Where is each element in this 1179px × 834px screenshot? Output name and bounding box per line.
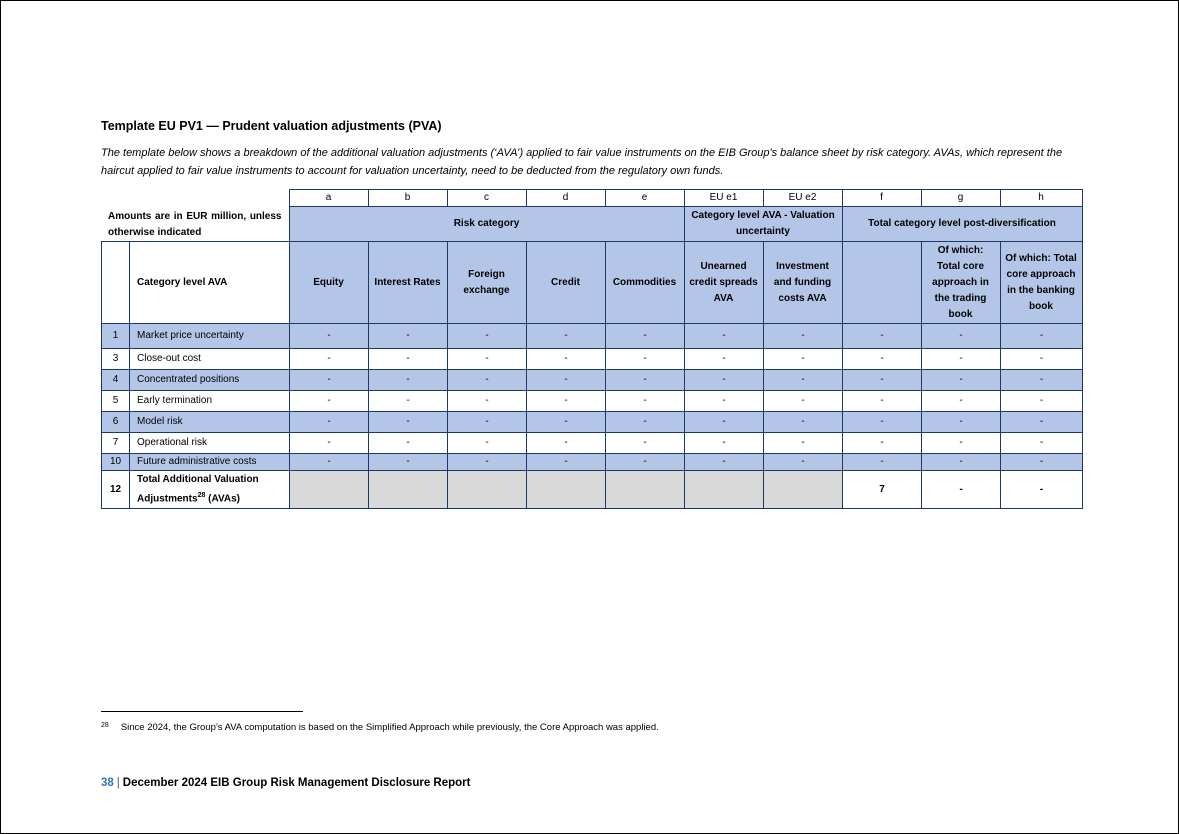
table-cell: - [527, 433, 606, 454]
table-row [102, 412, 1083, 433]
table-cell: - [1001, 391, 1083, 412]
greyed-cell [685, 471, 764, 509]
greyed-cell [290, 471, 369, 509]
table-cell: - [685, 412, 764, 433]
table-row [102, 433, 1083, 454]
table-cell: - [369, 454, 448, 471]
table-cell: - [606, 454, 685, 471]
trading-book-header: Of which: Total core approach in the trading book [921, 242, 1000, 324]
table-row [102, 370, 1083, 391]
table-cell: - [843, 454, 922, 471]
table-cell: - [606, 370, 685, 391]
table-cell: - [1001, 324, 1083, 349]
table-cell: - [448, 349, 527, 370]
row-label: Future administrative costs [130, 454, 290, 471]
column-letter: b [368, 190, 447, 207]
column-letter: f [842, 190, 921, 207]
table-cell: - [764, 324, 843, 349]
column-letters-row [101, 190, 1082, 207]
table-cell: - [922, 433, 1001, 454]
post-diversification-header: Total category level post-diversification [842, 207, 1082, 242]
commodities-header: Commodities [605, 242, 684, 324]
table-cell: - [1001, 349, 1083, 370]
equity-header: Equity [289, 242, 368, 324]
risk-category-header: Risk category [289, 207, 684, 242]
unearned-credit-spreads-header: Unearned credit spreads AVA [684, 242, 763, 324]
interest-rates-header: Interest Rates [368, 242, 447, 324]
table-cell: - [448, 412, 527, 433]
table-cell: - [685, 349, 764, 370]
table-cell: - [369, 391, 448, 412]
table-cell: - [685, 324, 764, 349]
row-number: 10 [102, 454, 130, 471]
table-cell: - [843, 433, 922, 454]
footnote-reference: 28 [197, 491, 206, 499]
amounts-cell-wrapper [101, 190, 289, 324]
column-letter: c [447, 190, 526, 207]
table-cell: - [448, 433, 527, 454]
table-cell: - [527, 349, 606, 370]
table-cell: - [843, 324, 922, 349]
amounts-note: Amounts are in EUR million, unless otherwise indicated [108, 210, 282, 238]
row-number: 4 [102, 370, 130, 391]
footer-title: December 2024 EIB Group Risk Management Disclosure Report [122, 777, 471, 789]
table-cell: - [1001, 433, 1083, 454]
total-cell: 7 [843, 471, 922, 509]
table-cell: - [290, 324, 369, 349]
greyed-cell [527, 471, 606, 509]
category-level-ava-header: Category level AVA [130, 242, 290, 324]
table-cell: - [369, 324, 448, 349]
total-cell: - [1001, 471, 1083, 509]
table-cell: - [922, 349, 1001, 370]
total-cell: - [922, 471, 1001, 509]
table-cell: - [448, 324, 527, 349]
total-row-label [130, 471, 290, 509]
footnote-text: Since 2024, the Group’s AVA computation is based on the Simplified Approach while previously, the Core Approach was applied. [120, 722, 659, 733]
table-cell: - [1001, 370, 1083, 391]
banking-book-header: Of which: Total core approach in the banking book [1000, 242, 1082, 324]
row-label: Operational risk [130, 433, 290, 454]
greyed-cell [764, 471, 843, 509]
column-letter: EU e2 [763, 190, 842, 207]
table-cell: - [843, 391, 922, 412]
table-cell: - [527, 412, 606, 433]
table-cell: - [843, 349, 922, 370]
table-row [102, 324, 1083, 349]
table-cell: - [606, 349, 685, 370]
post-diversification-blank [842, 242, 921, 324]
row-label: Market price uncertainty [130, 324, 290, 349]
table-cell: - [290, 349, 369, 370]
table-cell: - [843, 412, 922, 433]
table-cell: - [685, 433, 764, 454]
row-number: 7 [102, 433, 130, 454]
page-footer [101, 777, 470, 789]
total-label-prefix: Total Additional Valuation Adjustments [137, 473, 259, 505]
intro-paragraph: The template below shows a breakdown of the additional valuation adjustments (‘AVA’) applied to fair value instruments on the EIB Group's balance sheet by risk category. AVAs, which represent the haircut applied to fair value instruments to account for valuation uncertainty, need to be deducted from the regulatory own funds. [101, 147, 1063, 177]
greyed-cell [369, 471, 448, 509]
row-number: 12 [102, 471, 130, 509]
column-letter: a [289, 190, 368, 207]
row-label: Concentrated positions [130, 370, 290, 391]
greyed-cell [448, 471, 527, 509]
page-number: 38 [101, 777, 114, 789]
greyed-cell [606, 471, 685, 509]
column-letter: EU e1 [684, 190, 763, 207]
table-cell: - [922, 370, 1001, 391]
table-cell: - [290, 454, 369, 471]
table-cell: - [527, 391, 606, 412]
table-cell: - [922, 454, 1001, 471]
table-cell: - [1001, 412, 1083, 433]
row-number: 3 [102, 349, 130, 370]
column-letter: d [526, 190, 605, 207]
table-cell: - [527, 324, 606, 349]
table-cell: - [843, 370, 922, 391]
table-cell: - [448, 391, 527, 412]
table-cell: - [369, 412, 448, 433]
table-cell: - [764, 433, 843, 454]
footer-separator: | [116, 777, 120, 789]
column-letter: h [1000, 190, 1082, 207]
table-cell: - [685, 370, 764, 391]
table-row [102, 454, 1083, 471]
footnote-divider [101, 711, 303, 712]
investment-funding-costs-header: Investment and funding costs AVA [763, 242, 842, 324]
valuation-uncertainty-header: Category level AVA - Valuation uncertainty [684, 207, 842, 242]
table-cell: - [606, 324, 685, 349]
table-cell: - [764, 370, 843, 391]
row-number: 1 [102, 324, 130, 349]
table-cell: - [527, 370, 606, 391]
row-label: Early termination [130, 391, 290, 412]
table-cell: - [448, 454, 527, 471]
table-cell: - [369, 349, 448, 370]
footnote [101, 722, 659, 733]
table-row [102, 349, 1083, 370]
total-row [102, 471, 1083, 509]
table-row [102, 391, 1083, 412]
table-cell: - [290, 370, 369, 391]
table-cell: - [369, 370, 448, 391]
table-cell: - [1001, 454, 1083, 471]
table-cell: - [369, 433, 448, 454]
template-title: Template EU PV1 — Prudent valuation adjustments (PVA) [101, 119, 442, 133]
footnote-number: 28 [101, 722, 109, 729]
table-cell: - [922, 412, 1001, 433]
table-cell: - [606, 412, 685, 433]
table-cell: - [764, 454, 843, 471]
table-cell: - [290, 433, 369, 454]
table-cell: - [764, 349, 843, 370]
table-cell: - [290, 391, 369, 412]
column-letter: e [605, 190, 684, 207]
row-label: Model risk [130, 412, 290, 433]
table-cell: - [606, 391, 685, 412]
table-cell: - [606, 433, 685, 454]
table-cell: - [764, 412, 843, 433]
total-label-suffix: (AVAs) [205, 493, 240, 505]
table-cell: - [685, 391, 764, 412]
table-cell: - [527, 454, 606, 471]
credit-header: Credit [526, 242, 605, 324]
table-cell: - [448, 370, 527, 391]
foreign-exchange-header: Foreign exchange [447, 242, 526, 324]
row-number: 5 [102, 391, 130, 412]
table-cell: - [290, 412, 369, 433]
column-letter: g [921, 190, 1000, 207]
table-cell: - [685, 454, 764, 471]
table-cell: - [764, 391, 843, 412]
table-cell: - [922, 391, 1001, 412]
table-cell: - [922, 324, 1001, 349]
pva-table [101, 189, 1083, 324]
row-number: 6 [102, 412, 130, 433]
row-label: Close-out cost [130, 349, 290, 370]
